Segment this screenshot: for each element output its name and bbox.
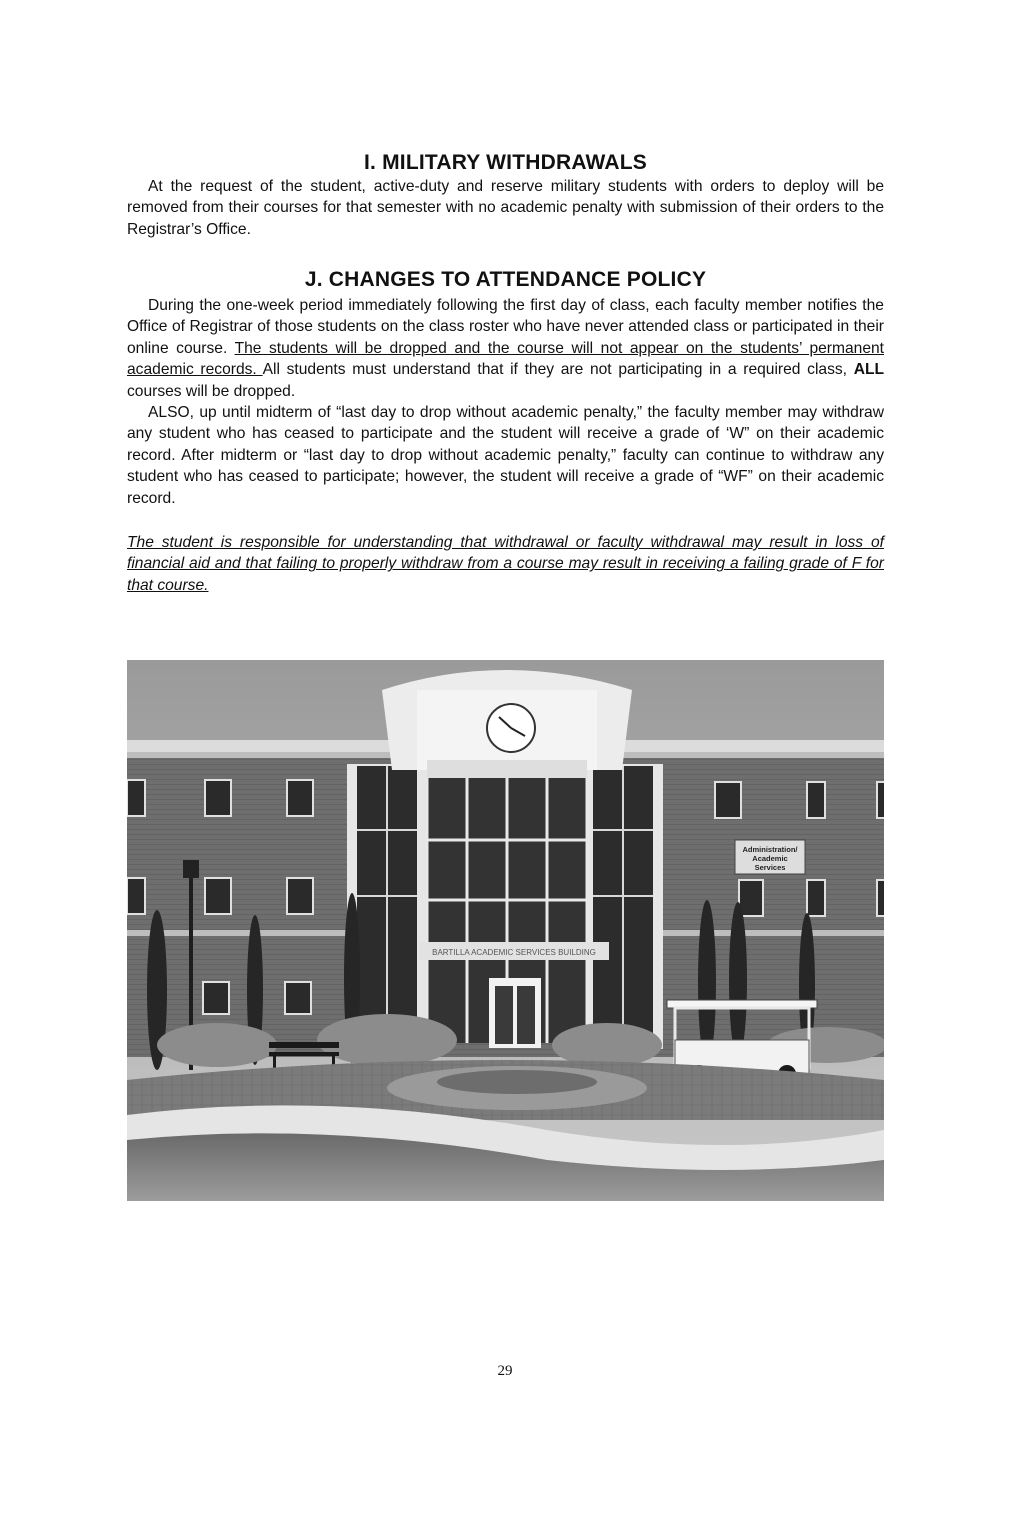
campus-building-photo: [127, 660, 884, 1201]
section-j-heading: J. CHANGES TO ATTENDANCE POLICY: [304, 268, 707, 291]
section-j-paragraph-2: ALSO, up until midterm of “last day to drop without academic penalty,” the faculty member may withdraw any student who has ceased to participate and the student will receive a grade of ‘W” on their academic record. After midterm or “last day to drop without academic penalty,” faculty can continue to withdraw any student who has ceased to participate; however, the student will receive a grade of “WF” on their academic record.: [127, 404, 884, 507]
page-number: 29: [497, 1363, 513, 1379]
facade-lettering: BARTILLA ACADEMIC SERVICES BUILDING: [432, 948, 596, 957]
para1-text-start: During the one-week period immediately following the first day of class, each faculty member notifies the Office of Registrar of those students on the class roster who have never attended class or participated in their online course.: [127, 297, 884, 357]
sign-line-2: Academic: [752, 854, 788, 863]
section-i-heading: I. MILITARY WITHDRAWALS: [363, 151, 648, 174]
para1-bold-all: ALL: [853, 361, 885, 379]
section-i-body: At the request of the student, active-duty and reserve military students with orders to deploy will be removed from their courses for that semester with no academic penalty with submission of their orders to the Registrar’s Office.: [127, 178, 884, 238]
sign-line-3: Services: [754, 863, 786, 872]
para1-text-end: courses will be dropped.: [127, 382, 296, 400]
para1-text-mid: All students must understand that if they are not participating in a required class,: [262, 361, 854, 379]
sign-line-1: Administration/: [742, 845, 798, 854]
financial-aid-notice: The student is responsible for understanding that withdrawal or faculty withdrawal may result in loss of financial aid and that failing to properly withdraw from a course may result in receiving a failing grade of F for that course.: [127, 534, 884, 594]
para1-underlined-text: The students will be dropped and the course will not appear on the students’ permanent academic records.: [127, 339, 884, 379]
section-j-paragraph-1: [127, 295, 884, 402]
